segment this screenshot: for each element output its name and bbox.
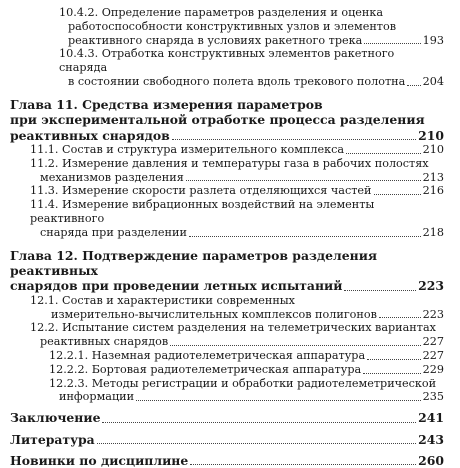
toc-entry-text: работоспособности конструктивных узлов и элементов [68, 19, 397, 33]
chapter-title: Заключение [10, 410, 101, 426]
dot-leader [102, 422, 416, 423]
toc-entry-12-2[interactable] [30, 321, 444, 349]
toc-entry-text: механизмов разделения [40, 170, 184, 184]
toc-new-titles[interactable] [10, 453, 444, 468]
dot-leader [170, 345, 420, 346]
toc-entry-11-1[interactable] [30, 143, 444, 157]
toc-entry-text: 11.1. Состав и структура измерительного комплекса [30, 143, 345, 156]
toc-page-number: 243 [418, 431, 444, 447]
toc-page-number: 210 [418, 127, 444, 143]
toc-page-number: 210 [422, 143, 444, 156]
dot-leader [346, 153, 421, 154]
toc-entry-text: 12.2. Испытание систем разделения на телеметрических вариантах [30, 321, 436, 335]
chapter-title: снарядов при проведении летных испытаний [10, 278, 343, 294]
dot-leader [407, 85, 420, 86]
chapter-title: Глава 12. Подтверждение параметров разделения реактивных [10, 247, 378, 278]
toc-entry-11-4[interactable] [30, 198, 444, 239]
toc-entry-text: 10.4.2. Определение параметров разделения и оценка [59, 6, 384, 19]
dot-leader [344, 290, 416, 291]
toc-entry-12-2-1[interactable] [49, 349, 444, 363]
dot-leader [97, 443, 416, 444]
dot-leader [367, 359, 421, 360]
toc-entry-text: в состоянии свободного полета вдоль трекового полотна [68, 74, 406, 88]
toc-entry-12-2-3[interactable] [49, 377, 444, 405]
toc-entry-11-2[interactable] [30, 157, 444, 185]
toc-entry-text: реактивных снарядов [40, 335, 169, 349]
toc-entry-12-2-2[interactable] [49, 363, 444, 377]
dot-leader [379, 317, 421, 318]
toc-literature[interactable] [10, 432, 444, 447]
toc-entry-text: информации [59, 390, 135, 404]
toc-page-number: 193 [422, 33, 444, 47]
dot-leader [136, 400, 421, 401]
dot-leader [363, 373, 420, 374]
toc-page-number: 218 [422, 225, 444, 239]
toc-page-number: 227 [422, 348, 444, 362]
toc-entry-10-4-3[interactable] [59, 47, 444, 88]
chapter-title: Литература [10, 431, 95, 447]
dot-leader [364, 43, 420, 44]
toc-entry-text: реактивного снаряда в условиях ракетного трека [68, 33, 363, 47]
toc-entry-text: измерительно-вычислительных комплексов полигонов [51, 307, 377, 321]
toc-entry-text: 11.2. Измерение давления и температуры газа в рабочих полостях [30, 156, 429, 170]
toc-entry-text: 12.2.2. Бортовая радиотелеметрическая аппаратура [49, 362, 362, 376]
toc-conclusion[interactable] [10, 410, 444, 425]
dot-leader [189, 236, 421, 237]
toc-entry-text: 12.2.1. Наземная радиотелеметрическая аппаратура [49, 348, 366, 362]
toc-page-number: 213 [422, 170, 444, 184]
dot-leader [374, 194, 421, 195]
toc-entry-11-3[interactable] [30, 184, 444, 198]
toc-entry-text: 11.3. Измерение скорости разлета отделяющихся частей [30, 184, 372, 198]
toc-chapter-12[interactable] [10, 248, 444, 294]
toc-entry-text: 11.4. Измерение вибрационных воздействий на элементы реактивного [30, 198, 375, 225]
toc-page-number: 223 [422, 307, 444, 321]
toc-page-number: 223 [418, 278, 444, 294]
toc-entry-text: 12.1. Состав и характеристики современных [30, 293, 295, 307]
toc-entry-text: снаряда при разделении [40, 225, 187, 239]
chapter-title: Глава 11. Средства измерения параметров [10, 96, 323, 112]
dot-leader [172, 139, 416, 140]
toc-page-number: 229 [422, 362, 444, 376]
toc-entry-12-1[interactable] [30, 294, 444, 322]
toc-page-number: 260 [418, 452, 444, 468]
toc-entry-text: 12.2.3. Методы регистрации и обработки радиотелеметрической [49, 376, 437, 390]
toc-entry-10-4-2[interactable] [59, 6, 444, 47]
chapter-title: Новинки по дисциплине [10, 452, 189, 468]
chapter-title: реактивных снарядов [10, 127, 170, 143]
dot-leader [186, 180, 421, 181]
toc-entry-text: 10.4.3. Отработка конструктивных элементов ракетного снаряда [59, 47, 395, 75]
toc-page-number: 235 [422, 390, 444, 404]
toc-chapter-11[interactable] [10, 97, 444, 143]
dot-leader [190, 464, 416, 465]
toc-page-number: 241 [418, 410, 444, 426]
toc-page-number: 204 [422, 74, 444, 88]
toc-page-number: 216 [422, 184, 444, 198]
toc-page-number: 227 [422, 335, 444, 349]
chapter-title: при экспериментальной отработке процесса разделения [10, 112, 425, 128]
